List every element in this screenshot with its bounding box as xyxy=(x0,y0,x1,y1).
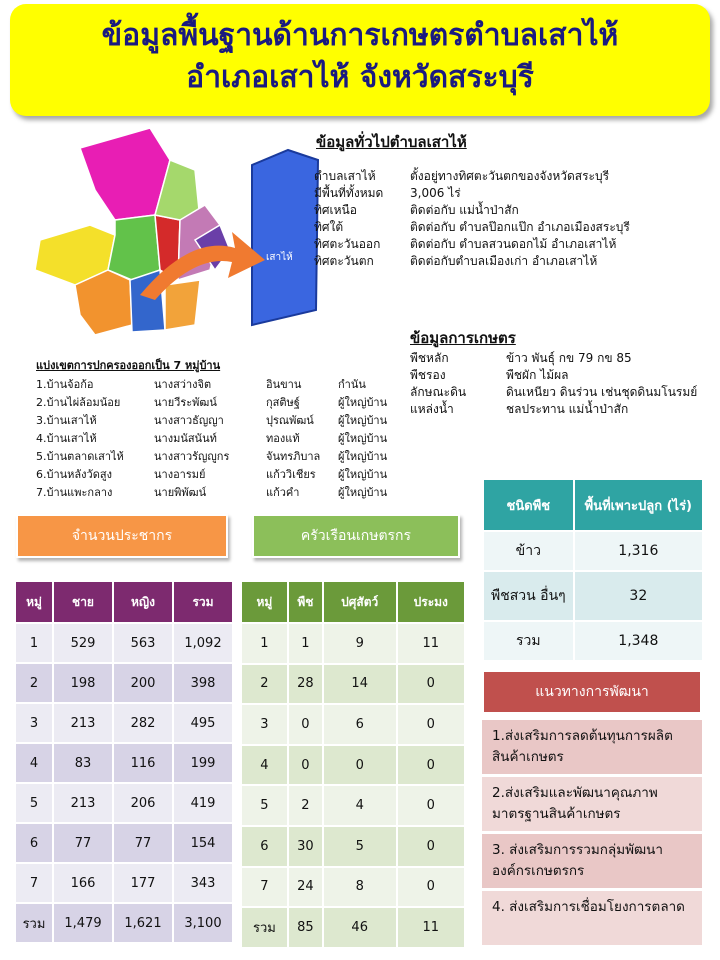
village-role: กำนัน xyxy=(338,378,366,391)
households-row xyxy=(241,745,465,786)
households-cell: 0 xyxy=(397,704,465,745)
village-first: นายพิพัฒน์ xyxy=(154,486,207,499)
district-map xyxy=(20,120,320,345)
population-cell: 206 xyxy=(113,783,173,823)
village-name: 4.บ้านเสาไห้ xyxy=(36,432,97,445)
general-row xyxy=(314,168,714,185)
population-cell: 3 xyxy=(15,703,53,743)
households-cell: 9 xyxy=(323,623,397,664)
crop-header-cell: ชนิดพืช xyxy=(483,479,574,531)
population-row xyxy=(15,903,233,943)
general-key: ทิศใต้ xyxy=(314,220,344,234)
households-cell: 1 xyxy=(288,623,323,664)
crop-cell: พืชสวน อื่นๆ xyxy=(483,571,574,621)
households-cell: 4 xyxy=(323,785,397,826)
map-region-pink xyxy=(80,128,170,220)
population-cell: รวม xyxy=(15,903,53,943)
village-last: อินขาน xyxy=(266,378,302,391)
population-row xyxy=(15,623,233,663)
title-line-1: ข้อมูลพื้นฐานด้านการเกษตรตำบลเสาไห้ xyxy=(101,18,619,53)
population-cell: 83 xyxy=(53,743,113,783)
crop-cell: 1,348 xyxy=(574,621,703,661)
population-cell: 166 xyxy=(53,863,113,903)
households-row xyxy=(241,704,465,745)
general-key: ทิศเหนือ xyxy=(314,203,357,217)
population-cell: 77 xyxy=(53,823,113,863)
population-cell: 4 xyxy=(15,743,53,783)
households-row xyxy=(241,664,465,705)
village-row xyxy=(36,376,387,394)
village-row xyxy=(36,448,387,466)
crop-cell: ข้าว xyxy=(483,531,574,571)
crop-row xyxy=(483,531,703,571)
households-row xyxy=(241,623,465,664)
population-cell: 200 xyxy=(113,663,173,703)
population-row xyxy=(15,743,233,783)
population-header-row xyxy=(15,581,233,623)
village-row xyxy=(36,484,387,502)
village-first: นางสาวธัญญา xyxy=(154,414,224,427)
crop-cell: 1,316 xyxy=(574,531,703,571)
general-key: ทิศตะวันออก xyxy=(314,237,381,251)
agri-key: พืชรอง xyxy=(410,368,446,382)
village-last: จันทรภิบาล xyxy=(266,450,321,463)
population-cell: 529 xyxy=(53,623,113,663)
households-cell: 0 xyxy=(397,826,465,867)
village-list-title: แบ่งเขตการปกครองออกเป็น 7 หมู่บ้าน xyxy=(36,359,221,372)
households-cell: 0 xyxy=(397,664,465,705)
population-cell: 1 xyxy=(15,623,53,663)
agri-row xyxy=(410,384,710,401)
agri-value: ดินเหนียว ดินร่วน เช่นชุดดินมโนรมย์ xyxy=(506,385,698,399)
agri-value: พืชผัก ไม้ผล xyxy=(506,368,569,382)
village-name: 6.บ้านหลังวัดสูง xyxy=(36,468,112,481)
population-cell: 213 xyxy=(53,783,113,823)
population-header-cell: รวม xyxy=(173,581,233,623)
crop-row xyxy=(483,621,703,661)
development-guidelines xyxy=(482,670,702,948)
population-header-cell: หมู่ xyxy=(15,581,53,623)
population-cell: 7 xyxy=(15,863,53,903)
households-cell: 5 xyxy=(241,785,288,826)
households-cell: 85 xyxy=(288,907,323,948)
population-cell: 213 xyxy=(53,703,113,743)
population-cell: 154 xyxy=(173,823,233,863)
households-button[interactable]: ครัวเรือนเกษตรกร xyxy=(252,514,460,558)
agri-value: ข้าว พันธุ์ กข 79 กข 85 xyxy=(506,351,632,365)
village-name: 3.บ้านเสาไห้ xyxy=(36,414,97,427)
population-cell: 419 xyxy=(173,783,233,823)
village-last: แก้ววิเชียร xyxy=(266,468,316,481)
households-cell: 24 xyxy=(288,867,323,908)
households-cell: 46 xyxy=(323,907,397,948)
households-cell: 6 xyxy=(323,704,397,745)
village-role: ผู้ใหญ่บ้าน xyxy=(338,414,388,427)
village-last: ปุรณพัฒน์ xyxy=(266,414,314,427)
agri-title: ข้อมูลการเกษตร xyxy=(410,329,516,347)
population-cell: 1,621 xyxy=(113,903,173,943)
village-last: แก้วคำ xyxy=(266,486,300,499)
guidelines-title: แนวทางการพัฒนา xyxy=(482,670,702,714)
population-table xyxy=(14,580,234,944)
village-first: นางมนัสนันท์ xyxy=(154,432,217,445)
population-cell: 6 xyxy=(15,823,53,863)
households-cell: 2 xyxy=(241,664,288,705)
village-list xyxy=(36,356,387,502)
village-name: 5.บ้านตลาดเสาไห้ xyxy=(36,450,124,463)
households-header-cell: ประมง xyxy=(397,581,465,623)
population-cell: 2 xyxy=(15,663,53,703)
village-role: ผู้ใหญ่บ้าน xyxy=(338,468,388,481)
general-value: ติดต่อกับ แม่น้ำป่าสัก xyxy=(410,203,519,217)
crop-cell: รวม xyxy=(483,621,574,661)
title-banner xyxy=(10,4,710,116)
population-cell: 282 xyxy=(113,703,173,743)
crop-header-cell: พื้นที่เพาะปลูก (ไร่) xyxy=(574,479,703,531)
households-cell: 6 xyxy=(241,826,288,867)
households-cell: 5 xyxy=(323,826,397,867)
village-name: 2.บ้านไผ่ล้อมน้อย xyxy=(36,396,121,409)
village-row xyxy=(36,430,387,448)
households-cell: 2 xyxy=(288,785,323,826)
population-button[interactable]: จำนวนประชากร xyxy=(16,514,228,558)
households-cell: 1 xyxy=(241,623,288,664)
guideline-item: 4. ส่งเสริมการเชื่อมโยงการตลาด xyxy=(482,891,702,948)
village-first: นางอารมย์ xyxy=(154,468,206,481)
map-region-green xyxy=(108,215,160,280)
village-row xyxy=(36,394,387,412)
households-cell: 0 xyxy=(397,785,465,826)
agri-row xyxy=(410,350,710,367)
map-highlight-label: เสาไห้ xyxy=(266,252,293,263)
general-key: ตำบลเสาไห้ xyxy=(314,169,376,183)
map-region-orange-2 xyxy=(165,280,200,330)
households-cell: 11 xyxy=(397,907,465,948)
population-cell: 3,100 xyxy=(173,903,233,943)
households-cell: 11 xyxy=(397,623,465,664)
agri-info xyxy=(410,350,710,418)
guideline-item: 2.ส่งเสริมและพัฒนาคุณภาพมาตรฐานสินค้าเกษตร xyxy=(482,777,702,834)
households-cell: 8 xyxy=(323,867,397,908)
population-cell: 1,092 xyxy=(173,623,233,663)
general-value: ติดต่อกับ ตำบลป๊อกแป๊ก อำเภอเมืองสระบุรี xyxy=(410,220,630,234)
households-cell: 30 xyxy=(288,826,323,867)
population-header-cell: ชาย xyxy=(53,581,113,623)
general-row xyxy=(314,185,714,202)
population-row xyxy=(15,863,233,903)
population-row xyxy=(15,663,233,703)
village-last: กุสติษฐ์ xyxy=(266,396,300,409)
households-header-cell: หมู่ xyxy=(241,581,288,623)
village-last: ทองแท้ xyxy=(266,432,300,445)
guideline-item: 3. ส่งเสริมการรวมกลุ่มพัฒนาองค์กรเกษตรกร xyxy=(482,834,702,891)
households-cell: 0 xyxy=(288,745,323,786)
general-row xyxy=(314,202,714,219)
households-header-cell: พืช xyxy=(288,581,323,623)
population-cell: 343 xyxy=(173,863,233,903)
general-row xyxy=(314,253,714,270)
households-header-row xyxy=(241,581,465,623)
households-cell: 28 xyxy=(288,664,323,705)
general-title: ข้อมูลทั่วไปตำบลเสาไห้ xyxy=(316,133,467,151)
general-row xyxy=(314,236,714,253)
households-cell: 14 xyxy=(323,664,397,705)
households-row xyxy=(241,867,465,908)
general-row xyxy=(314,219,714,236)
population-cell: 77 xyxy=(113,823,173,863)
crop-row xyxy=(483,571,703,621)
agri-key: แหล่งน้ำ xyxy=(410,402,454,416)
village-name: 1.บ้านจ้อก้อ xyxy=(36,378,94,391)
general-key: มีพื้นที่ทั้งหมด xyxy=(314,186,384,200)
households-cell: รวม xyxy=(241,907,288,948)
agri-value: ชลประทาน แม่น้ำป่าสัก xyxy=(506,402,629,416)
households-header-cell: ปศุสัตว์ xyxy=(323,581,397,623)
population-cell: 198 xyxy=(53,663,113,703)
agri-key: พืชหลัก xyxy=(410,351,449,365)
population-cell: 177 xyxy=(113,863,173,903)
crop-area-table xyxy=(482,478,704,662)
general-value: ตั้งอยู่ทางทิศตะวันตกของจังหวัดสระบุรี xyxy=(410,169,610,183)
village-row xyxy=(36,466,387,484)
general-value: 3,006 ไร่ xyxy=(410,186,461,200)
population-row xyxy=(15,703,233,743)
households-table xyxy=(240,580,466,949)
guideline-item: 1.ส่งเสริมการลดต้นทุนการผลิตสินค้าเกษตร xyxy=(482,720,702,777)
households-row xyxy=(241,826,465,867)
general-value: ติดต่อกับ ตำบลสวนดอกไม้ อำเภอเสาไห้ xyxy=(410,237,617,251)
households-cell: 0 xyxy=(323,745,397,786)
population-header-cell: หญิง xyxy=(113,581,173,623)
households-cell: 0 xyxy=(288,704,323,745)
households-cell: 0 xyxy=(397,745,465,786)
households-cell: 7 xyxy=(241,867,288,908)
population-cell: 199 xyxy=(173,743,233,783)
title-line-2: อำเภอเสาไห้ จังหวัดสระบุรี xyxy=(186,60,534,95)
village-role: ผู้ใหญ่บ้าน xyxy=(338,396,388,409)
village-first: นางสว่างจิต xyxy=(154,378,212,391)
agri-key: ลักษณะดิน xyxy=(410,385,467,399)
population-cell: 398 xyxy=(173,663,233,703)
village-first: นางสาวรัญญูกร xyxy=(154,450,230,463)
population-cell: 495 xyxy=(173,703,233,743)
village-role: ผู้ใหญ่บ้าน xyxy=(338,450,388,463)
households-row xyxy=(241,907,465,948)
crop-header-row xyxy=(483,479,703,531)
agri-row xyxy=(410,367,710,384)
village-role: ผู้ใหญ่บ้าน xyxy=(338,486,388,499)
households-cell: 4 xyxy=(241,745,288,786)
population-row xyxy=(15,823,233,863)
population-cell: 5 xyxy=(15,783,53,823)
village-role: ผู้ใหญ่บ้าน xyxy=(338,432,388,445)
village-name: 7.บ้านแพะกลาง xyxy=(36,486,113,499)
households-row xyxy=(241,785,465,826)
households-cell: 0 xyxy=(397,867,465,908)
crop-cell: 32 xyxy=(574,571,703,621)
general-key: ทิศตะวันตก xyxy=(314,254,374,268)
village-first: นายวีระพัฒน์ xyxy=(154,396,217,409)
village-row xyxy=(36,412,387,430)
population-cell: 116 xyxy=(113,743,173,783)
general-info xyxy=(314,168,714,270)
map-region-highlight xyxy=(252,150,318,325)
population-cell: 1,479 xyxy=(53,903,113,943)
general-value: ติดต่อกับตำบลเมืองเก่า อำเภอเสาไห้ xyxy=(410,254,598,268)
agri-row xyxy=(410,401,710,418)
population-row xyxy=(15,783,233,823)
households-cell: 3 xyxy=(241,704,288,745)
population-cell: 563 xyxy=(113,623,173,663)
